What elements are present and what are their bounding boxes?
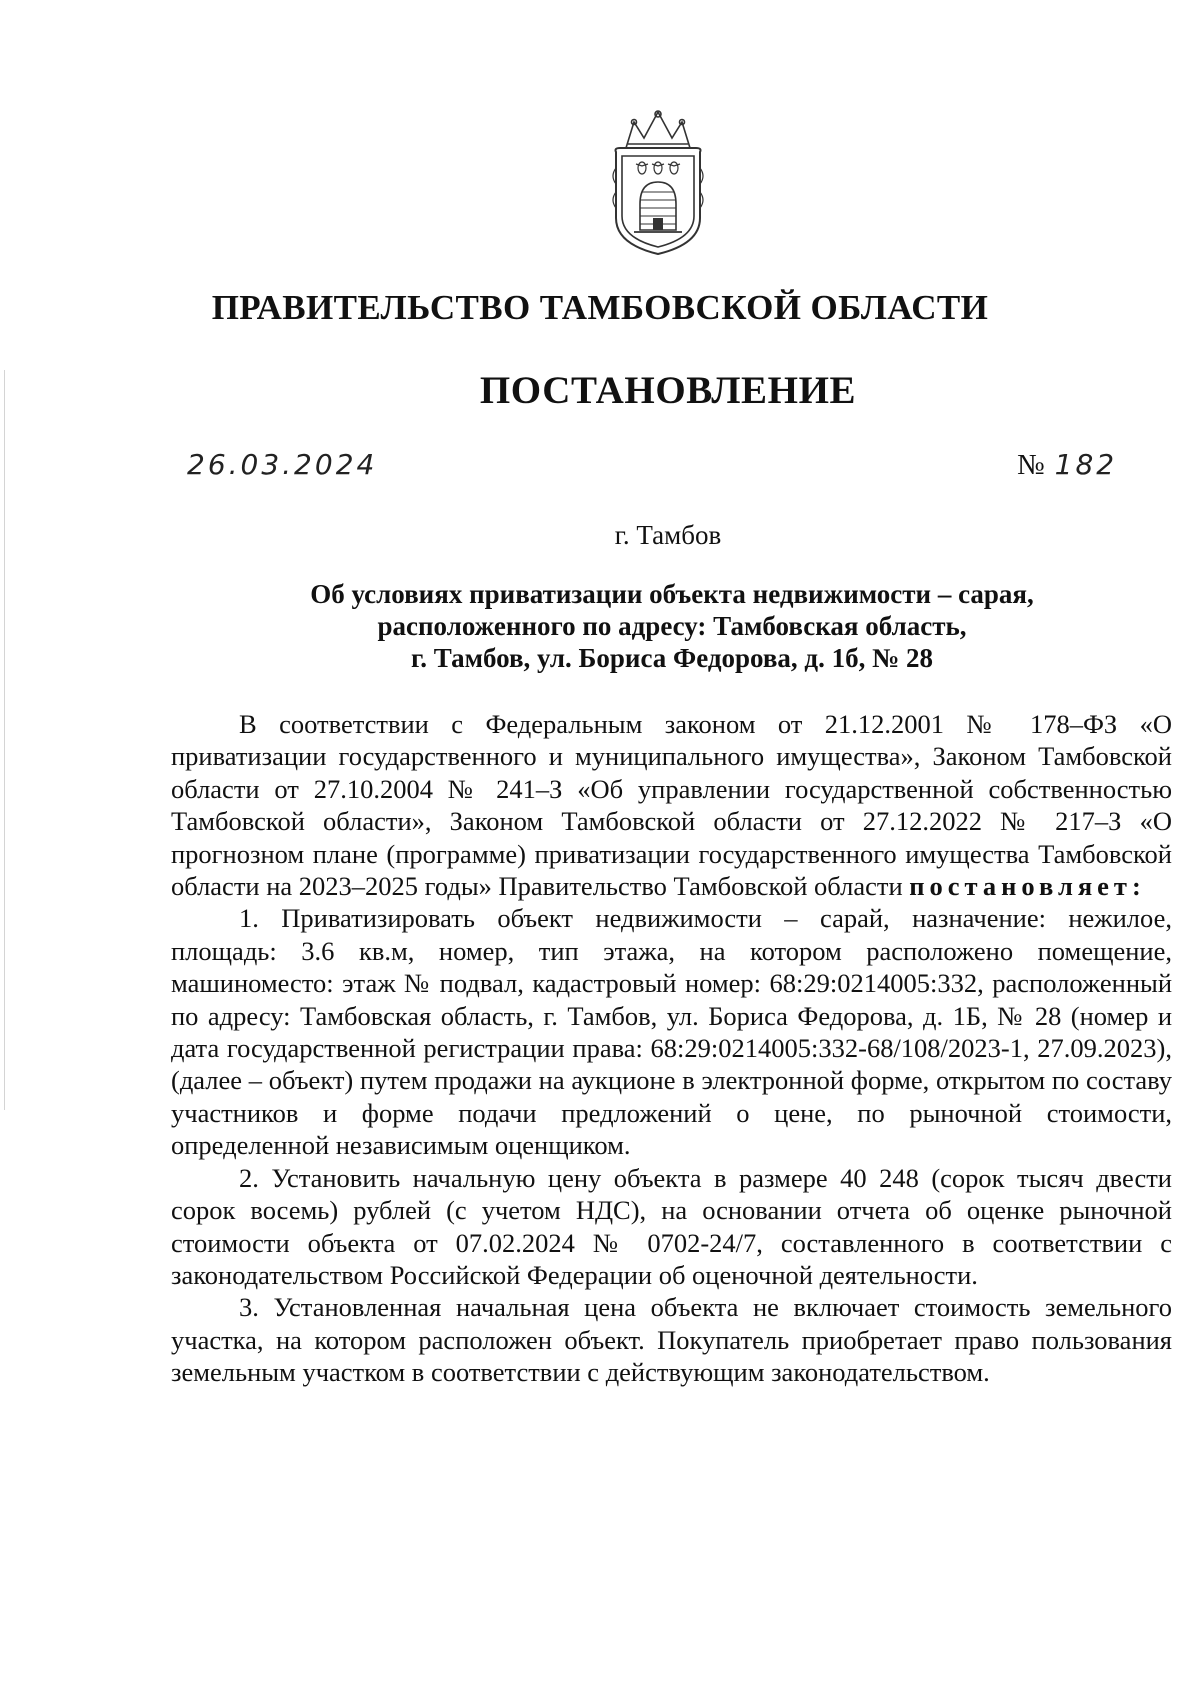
subject-line: Об условиях приватизации объекта недвижимости – сарая, xyxy=(310,579,1034,609)
organization-title: ПРАВИТЕЛЬСТВО ТАМБОВСКОЙ ОБЛАСТИ xyxy=(211,288,989,327)
item-paragraph: 1. Приватизировать объект недвижимости – сарай, назначение: нежилое, площадь: 3.6 кв.м, номер, тип этажа, на котором расположено помещение, машиноместо: этаж № подвал, кадастровый номер: 68:29:0214005:332, расположенный по адресу: Тамбовская область, г. Тамбов, ул. Бориса Федорова, д. 1Б, № 28 (номер и дата государственной регистрации права: 68:29:0214005:332-68/108/2023-1, 27.09.2023), (далее – объект) путем продажи на аукционе в электронной форме, открытом по составу участников и форме подачи предложений о цене, по рыночной стоимости, определенной независимым оценщиком. xyxy=(171,903,1172,1161)
document-body xyxy=(171,708,1172,1389)
item-paragraph: 3. Установленная начальная цена объекта не включает стоимость земельного участка, на котором расположен объект. Покупатель приобретает право пользования земельным участком в соответствии с действующим законодательством. xyxy=(171,1292,1172,1388)
number-value: 182 xyxy=(1054,448,1118,481)
subject-line: г. Тамбов, ул. Бориса Федорова, д. 1б, № 28 xyxy=(411,643,933,673)
document-number xyxy=(1017,448,1117,482)
document-subject xyxy=(172,578,1172,674)
tambov-coat-of-arms-icon xyxy=(606,108,711,256)
scan-edge-line xyxy=(4,370,5,1110)
document-date: 26.03.2024 xyxy=(187,448,378,481)
subject-line: расположенного по адресу: Тамбовская область, xyxy=(377,611,967,641)
number-sign: № xyxy=(1017,449,1045,481)
preamble-paragraph xyxy=(171,708,1172,902)
document-type: ПОСТАНОВЛЕНИЕ xyxy=(479,369,857,412)
item-paragraph: 2. Установить начальную цену объекта в размере 40 248 (сорок тысяч двести сорок восемь) рублей (с учетом НДС), на основании отчета об оценке рыночной стоимости объекта от 07.02.2024 № 0702-24/7, составленного в соответствии с законодательством Российской Федерации об оценочной деятельности. xyxy=(171,1162,1172,1290)
resolves-word: постановляет: xyxy=(909,871,1146,902)
city-line: г. Тамбов xyxy=(614,520,722,550)
preamble-text: В соответствии с Федеральным законом от 21.12.2001 № 178–ФЗ «О приватизации государственного и муниципального имущества», Законом Тамбовской области от 27.10.2004 № 241–З «Об управлении государственной собственностью Тамбовской области», Законом Тамбовской области от 27.12.2022 № 217–З «О прогнозном плане (программе) приватизации государственного имущества Тамбовской области на 2023–2025 годы» Правительство Тамбовской области xyxy=(171,709,1172,902)
